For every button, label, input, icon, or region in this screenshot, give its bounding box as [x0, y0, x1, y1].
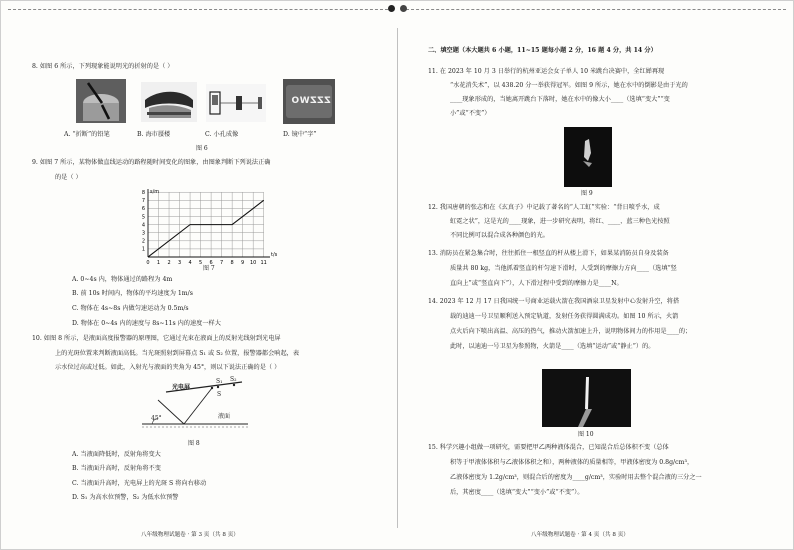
liquid-label: 液面	[218, 413, 231, 420]
q10-option-c: C. 当液面升高时，光电屏上的光斑 S 将向右移动	[72, 480, 207, 487]
y-tick-label: 2	[141, 238, 145, 245]
x-tick-label: 11	[260, 260, 267, 266]
q13-line2: 质量共 80 kg，当他抓着竖直的杆匀速下滑时，人受到的摩擦力方向____（选填“竖	[450, 265, 677, 272]
section-2-heading: 二、填空题（本大题共 6 小题，11~15 题每小题 2 分，16 题 4 分，共 14 分）	[428, 47, 657, 54]
q12-line2: 虹霓之状”，这是光的____现象，进一步研究表明，将红、____、蓝三种色光按照	[450, 218, 670, 225]
angle-label: 45°	[151, 415, 162, 422]
q12-line1: 12. 我国唐朝的张志和在《玄真子》中记载了著名的“人工虹”实验：“背日喷乎水，成	[428, 204, 660, 211]
left-page-footer: 八年级物理试题卷 · 第 3 页（共 8 页）	[141, 532, 239, 538]
x-tick-label: 2	[167, 260, 171, 266]
q14-line4: 此时，以迪迪一号卫星为参照物，火箭是____（选填“运动”或“静止”）的。	[450, 343, 655, 350]
q9-stem-line1: 9. 如图 7 所示，某物体做直线运动的路程随时间变化的图象，由图象判断下列说法正确	[32, 159, 271, 166]
q15-line1: 15. 科学兴趣小组做一项研究，需要把甲乙两种液体混合，已知混合后总体积不变（总体	[428, 444, 669, 451]
q12-line3: 不同比例可以混合成各种颜色的光。	[450, 232, 549, 239]
q14-line1: 14. 2023 年 12 月 17 日我国统一号商业运载火箭在我国酒泉卫星发射中心发射升空，将搭	[428, 298, 680, 305]
figure-6-caption: 图 6	[196, 145, 208, 152]
figure-9-caption: 图 9	[581, 190, 593, 197]
q11-line2: “水花消失术”，以 438.20 分一举获得冠军。如图 9 所示，她在水中的倒影是由于光的	[450, 82, 688, 89]
q8-option-b: B. 海市蜃楼	[137, 131, 171, 138]
s-label: S	[217, 391, 222, 398]
q11-line1: 11. 在 2023 年 10 月 3 日举行的杭州亚运会女子单人 10 米跳台决赛中，全红婵再现	[428, 68, 665, 75]
q9-option-d: D. 物体在 0~4s 内的速度与 8s~11s 内的速度一样大	[72, 320, 221, 327]
s2-label: S₂	[230, 376, 237, 383]
q11-line4: 小”或“不变”）	[450, 110, 491, 117]
q9-option-a: A. 0~4s 内，物体通过的路程为 4m	[72, 276, 173, 283]
x-tick-label: 10	[249, 260, 257, 266]
right-page-footer: 八年级物理试题卷 · 第 4 页（共 8 页）	[531, 532, 629, 538]
x-tick-label: 9	[241, 260, 245, 266]
q15-line2: 积等于甲液体体积与乙液体体积之和），两种液体的质量相等，甲液体密度为 0.8g/cm³，	[450, 459, 694, 466]
q8-option-d: D. 镜中“字”	[283, 131, 317, 138]
q10-option-d: D. S₁ 为高水位预警，S₂ 为低水位预警	[72, 494, 179, 501]
q13-line3: 直向上”或“竖直向下”），人下滑过程中受到的摩擦力是____N。	[450, 280, 623, 287]
q8-option-c: C. 小孔成像	[205, 131, 239, 138]
q9-option-c: C. 物体在 4s~8s 内做匀速运动为 0.5m/s	[72, 305, 189, 312]
q14-line3: 点火后向下喷出高温、高压的热气，推动火箭加速上升，说明物体间力的作用是____的；	[450, 328, 692, 335]
q13-line1: 13. 消防员在紧急集合时，往往抓住一根竖直的杆从楼上滑下，如果某消防员自身及装备	[428, 250, 669, 257]
y-tick-label: 4	[141, 222, 145, 229]
y-axis-label: s/m	[150, 189, 160, 195]
figure-7-caption: 图 7	[203, 265, 215, 272]
q8-option-a: A. “折断”的铅笔	[64, 131, 110, 138]
q11-line3: ____现象形成的，当她离开跳台下落时，她在水中的像大小____（选填“变大”“变	[450, 96, 670, 103]
q10-stem-line3: 示水位过高或过低。如此，入射光与液面的夹角为 45°，则以下说法正确的是（ ）	[55, 364, 281, 371]
x-tick-label: 5	[198, 260, 203, 266]
screen-label: 光电屏	[172, 384, 191, 391]
figure-10-caption: 图 10	[578, 431, 594, 438]
x-tick-label: 1	[156, 260, 161, 266]
q8-stem: 8. 如图 6 所示，下列现象能说明光的折射的是（ ）	[32, 63, 174, 70]
q10-stem-line1: 10. 如图 8 所示，是液面高度报警器的原理图，它通过光束在液面上的反射光线射到光电屏	[32, 335, 281, 342]
q10-option-b: B. 当液面升高时，反射角将不变	[72, 465, 161, 472]
y-tick-label: 7	[141, 198, 145, 205]
y-tick-label: 3	[141, 230, 145, 237]
y-tick-label: 6	[141, 206, 145, 213]
mirror-reflected-text: ZZZWO	[291, 96, 331, 106]
q10-option-a: A. 当液面降低时，反射角将变大	[72, 451, 161, 458]
q9-stem-line2: 的是（ ）	[55, 174, 82, 181]
x-tick-label: 6	[209, 260, 213, 266]
q15-line4: 后，其密度____（选填“变大”“变小”或“不变”）。	[450, 489, 584, 496]
x-tick-label: 0	[146, 260, 150, 266]
q15-line3: 乙液体密度为 1.2g/cm³，则混合后的密度为____g/cm³，实验时用去整个混合液的三分之一	[450, 474, 702, 481]
figure-8-caption: 图 8	[188, 440, 200, 447]
q9-option-b: B. 前 10s 时间内，物体的平均速度为 1m/s	[72, 290, 193, 297]
x-tick-label: 4	[188, 260, 192, 266]
y-tick-label: 8	[141, 190, 145, 197]
y-tick-label: 1	[141, 246, 145, 253]
x-tick-label: 8	[230, 260, 234, 266]
x-axis-label: t/s	[271, 252, 278, 258]
q14-line2: 载的迪迪一号卫星顺利送入预定轨道，发射任务获得圆满成功。如图 10 所示，火箭	[450, 313, 679, 320]
y-tick-label: 5	[141, 214, 145, 221]
q10-stem-line2: 上的光斑位置来判断液面高低。当光斑照射到屏幕点 S₁ 或 S₂ 位置，报警器都会响起，表	[55, 350, 300, 357]
x-tick-label: 3	[177, 260, 182, 266]
s1-label: S₁	[216, 378, 223, 385]
x-tick-label: 7	[220, 260, 224, 266]
